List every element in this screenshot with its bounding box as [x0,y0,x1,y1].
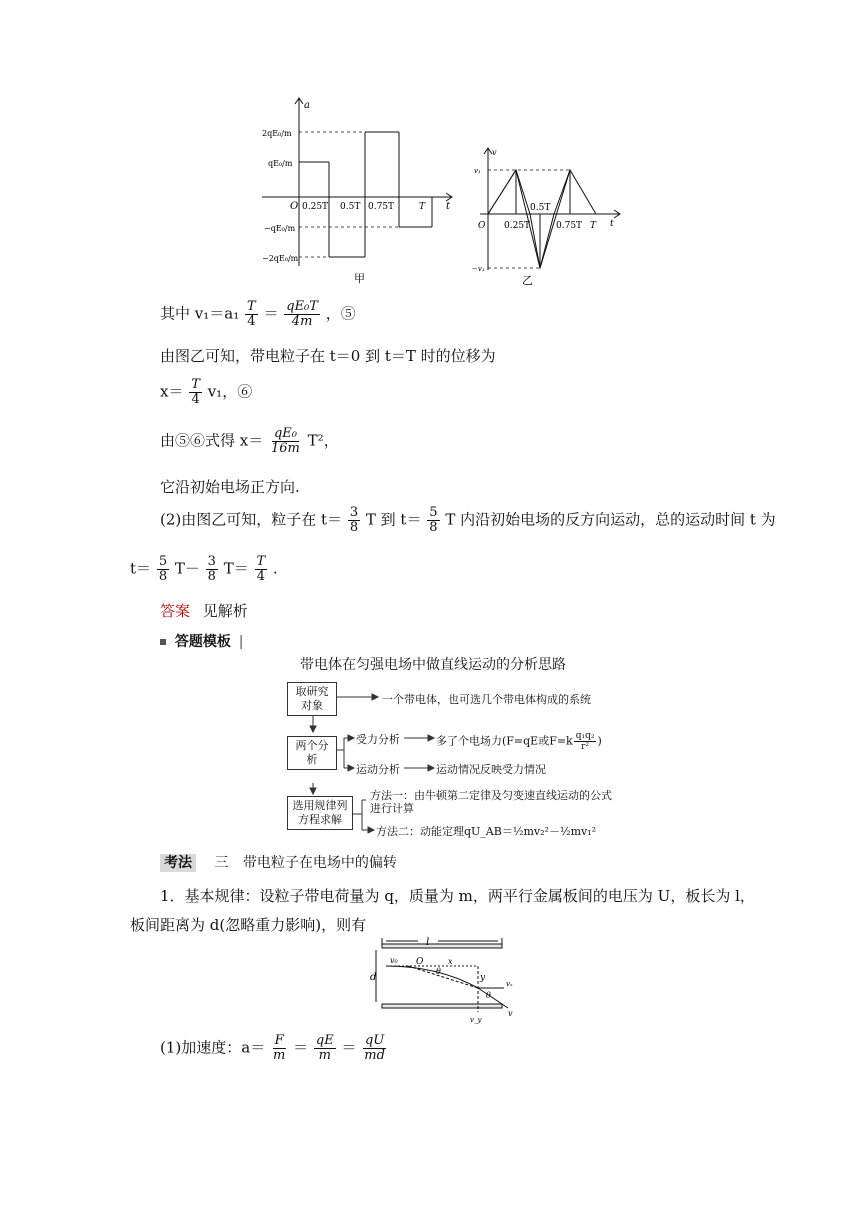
l7-frac-2: $\frac{3}{8}$ [207,554,216,584]
yi-v-pos: v₁ [474,167,481,175]
flow-method-2: 方法二：动能定理qU_AB＝½mv₂²－½mv₁² [376,825,597,838]
figure-yi [470,146,630,286]
jia-x-tick-025: 0.25T [302,202,329,212]
flow-method-1: 方法一：由牛顿第二定律及匀变速直线运动的公式进行计算 [370,789,612,815]
deflection-vx: vₓ [506,980,513,988]
p2-frac-1: $\frac{F}{m}$ [272,1033,286,1063]
section-heading [160,852,397,872]
deflection-y: y [480,973,486,983]
yi-x-tick-05: 0.5T [530,203,551,213]
l1-frac-2: $\frac{\text{qE₀T}}{4m}$ [286,299,318,329]
jia-y-label-1: qE₀/m [268,159,293,168]
answer-line [160,600,248,621]
yi-x-tick-075: 0.75T [556,221,583,231]
yi-caption: 乙 [522,274,533,286]
l3-frac: $\frac{T}{4}$ [191,377,200,407]
solution-line-5: 它沿初始电场正方向. [160,478,300,496]
flow-branch-motion: 运动分析 [356,763,400,776]
l4-suffix: T²， [307,431,339,450]
paragraph-1b: 板间距离为 d(忽略重力影响)，则有 [130,916,367,934]
yi-v-neg: −v₁ [472,265,485,273]
l6-a: (2)由图乙可知，粒子在 t＝ [160,510,343,529]
template-heading: 答题模板 | [160,631,243,651]
l4-prefix: 由⑤⑥式得 x＝ [160,431,264,450]
l1-suffix: ，⑤ [325,304,356,323]
yi-x-tick-T: T [590,221,597,231]
solution-line-2: 由图乙可知，带电粒子在 t＝0 到 t＝T 时的位移为 [160,347,496,365]
yi-axis-y: v [492,148,497,157]
l6-frac-2: $\frac{5}{8}$ [429,505,438,535]
flow-branch-motion-note: 运动情况反映受力情况 [436,763,546,776]
figure-jia [262,96,462,286]
l7-d: . [272,559,278,578]
flow-title: 带电体在匀强电场中做直线运动的分析思路 [300,657,566,673]
jia-axis-x: t [446,201,451,212]
flow-box-equation: 选用规律列方程求解 [287,796,353,830]
jia-origin: O [290,201,299,212]
solution-line-7 [130,555,278,584]
jia-y-label-neg2: −2qE₀/m [262,254,299,263]
l4-frac: $\frac{\text{qE₀}}{16m}$ [271,426,300,456]
p2-frac-2: $\frac{qE}{m}$ [315,1033,334,1063]
l7-frac-3: $\frac{T}{4}$ [256,554,266,584]
deflection-vy: v_y [470,1016,482,1024]
paragraph-1a: 1．基本规律：设粒子带电荷量为 q，质量为 m，两平行金属板间的电压为 U，板长为 l， [160,887,755,905]
section-num: 三 [214,855,229,871]
solution-line-result [160,427,339,456]
flow-box-subject: 取研究对象 [287,682,337,716]
p2-prefix: (1)加速度：a＝ [160,1038,266,1057]
deflection-l: l [426,937,430,948]
solution-line-x [160,378,252,407]
l6-c: T 内沿初始电场的反方向运动，总的运动时间 t 为 [445,510,776,529]
section-tag: 考法 [160,854,196,872]
jia-y-label-2: 2qE₀/m [262,129,292,138]
jia-x-tick-05: 0.5T [340,202,361,212]
deflection-v: v [508,1009,513,1018]
yi-axis-x: t [610,219,614,229]
yi-x-tick-025: 0.25T [504,221,531,231]
l1-frac-1: $\frac{T}{4}$ [247,299,256,329]
l1-eq: ＝ [263,304,279,323]
flow-box-subject-note: 一个带电体，也可选几个带电体构成的系统 [382,693,591,706]
jia-x-tick-075: 0.75T [368,202,395,212]
deflection-figure [368,936,528,1026]
l7-a: t＝ [130,559,152,578]
jia-y-label-neg1: −qE₀/m [264,224,296,233]
l7-frac-1: $\frac{5}{8}$ [158,554,168,584]
answer-value: 见解析 [202,602,248,620]
p2-frac-3: $\frac{qU}{md}$ [364,1033,385,1063]
deflection-x: x [448,957,453,966]
p2-eq1: ＝ [293,1038,309,1057]
flow-branch-force: 受力分析 [356,733,400,746]
solution-line-v1 [160,300,356,329]
deflection-v0: v₀ [390,956,398,965]
l3-suffix: v₁，⑥ [207,382,253,401]
deflection-d: d [370,972,377,983]
template-bullet-icon [160,639,166,645]
solution-line-6 [160,506,776,535]
section-title: 带电粒子在电场中的偏转 [242,855,397,871]
acceleration-line [160,1034,388,1063]
yi-origin: O [478,221,486,231]
l7-b: T－ [174,559,200,578]
l7-c: T＝ [223,559,249,578]
deflection-O: O [416,957,424,967]
l3-prefix: x＝ [160,382,184,401]
answer-label: 答案 [160,602,191,620]
template-label: 答题模板 [174,634,231,650]
jia-axis-y: a [304,100,310,111]
l6-frac-1: $\frac{3}{8}$ [349,505,359,535]
deflection-theta: θ [436,967,441,976]
flow-branch-force-note: 多了个电场力(F=qE或F=k $\frac{\text{q₁q₂}}{\text{r²}}$ ) [436,731,602,752]
jia-x-tick-T: T [419,202,426,212]
deflection-theta-2: θ [486,991,491,1000]
flow-box-analysis: 两个分析 [287,736,337,770]
l6-b: T 到 t＝ [365,510,422,529]
jia-caption: 甲 [354,272,365,285]
l1-prefix: 其中 v₁＝a₁ [160,304,240,323]
p2-eq2: ＝ [341,1038,357,1057]
